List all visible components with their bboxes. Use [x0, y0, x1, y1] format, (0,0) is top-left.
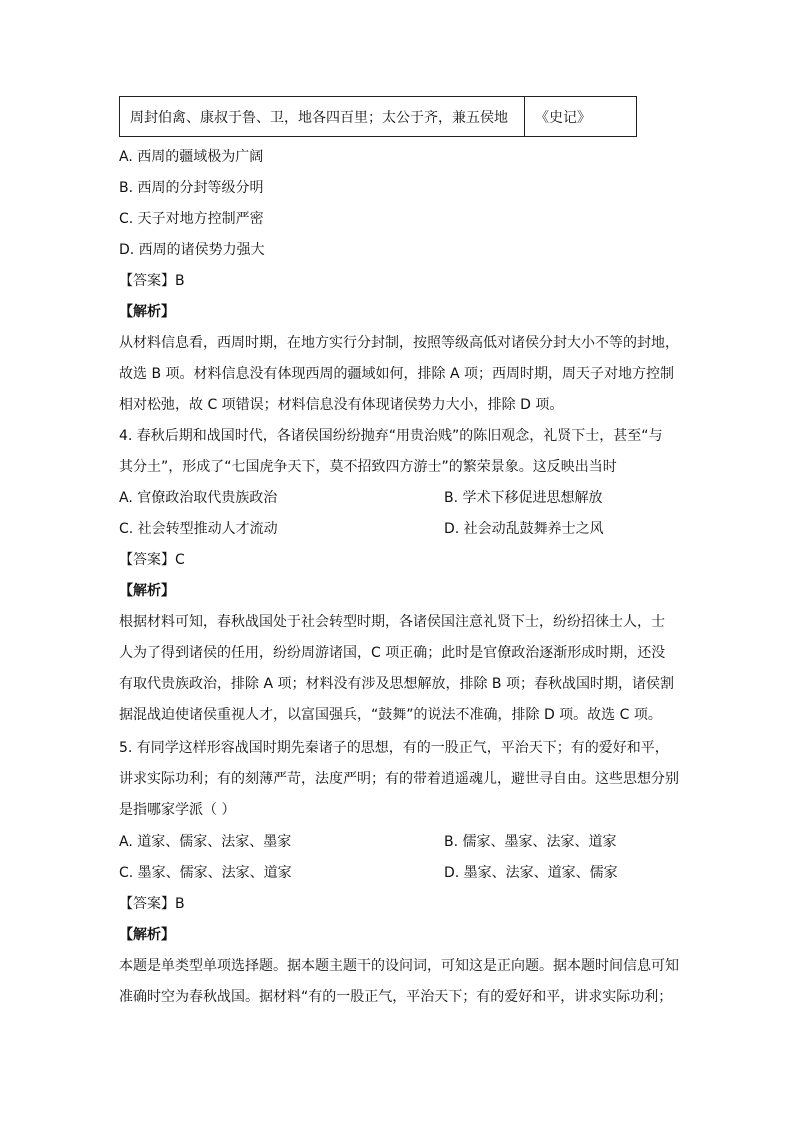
q3-analysis-line: 故选 B 项。材料信息没有体现西周的疆域如何，排除 A 项；西周时期，周天子对地方控制 [119, 366, 674, 382]
q4-option-b: B. 学术下移促进思想解放 [444, 490, 603, 506]
q5-option-a: A. 道家、儒家、法家、墨家 [119, 834, 292, 850]
q4-option-d: D. 社会动乱鼓舞养士之风 [444, 521, 604, 537]
material-text: 周封伯禽、康叔于鲁、卫，地各四百里；太公于齐，兼五侯地 [120, 97, 525, 136]
q4-option-a: A. 官僚政治取代贵族政治 [119, 490, 278, 506]
q3-analysis-line: 从材料信息看，西周时期，在地方实行分封制，按照等级高低对诸侯分封大小不等的封地， [119, 335, 679, 351]
q3-option-d: D. 西周的诸侯势力强大 [119, 242, 265, 258]
q5-stem-line: 讲求实际功利；有的刻薄严苛，法度严明；有的带着逍遥魂儿，避世寻自由。这些思想分别 [119, 771, 679, 787]
q5-stem-line: 是指哪家学派（ ） [119, 802, 236, 818]
q3-option-a: A. 西周的疆域极为广阔 [119, 149, 264, 165]
q3-option-c: C. 天子对地方控制严密 [119, 211, 264, 227]
material-source: 《史记》 [535, 109, 591, 126]
q4-analysis-line: 据混战迫使诸侯重视人才，以富国强兵，“鼓舞”的说法不准确，排除 D 项。故选 C 项。 [119, 707, 662, 723]
q5-analysis-line: 准确时空为春秋战国。据材料“有的一股正气，平治天下；有的爱好和平，讲求实际功利； [119, 989, 673, 1005]
q3-analysis-label: 【解析】 [119, 304, 175, 320]
q5-option-d: D. 墨家、法家、道家、儒家 [444, 865, 618, 881]
q5-stem-line: 5. 有同学这样形容战国时期先秦诸子的思想，有的一股正气，平治天下；有的爱好和平， [119, 740, 669, 756]
q5-analysis-label: 【解析】 [119, 927, 175, 943]
q4-stem-line: 4. 春秋后期和战国时代，各诸侯国纷纷抛弃“用贵治贱”的陈旧观念，礼贤下士，甚至“与 [119, 428, 663, 444]
q5-option-b: B. 儒家、墨家、法家、道家 [444, 834, 617, 850]
q4-analysis-label: 【解析】 [119, 583, 175, 599]
q4-analysis-line: 人为了得到诸侯的任用，纷纷周游诸国，C 项正确；此时是官僚政治逐渐形成时期，还没 [119, 645, 666, 661]
q4-analysis-line: 根据材料可知，春秋战国处于社会转型时期，各诸侯国注意礼贤下士，纷纷招徕士人，士 [119, 614, 665, 630]
q3-option-b: B. 西周的分封等级分明 [119, 180, 264, 196]
q5-answer: 【答案】B [119, 896, 185, 912]
q3-answer: 【答案】B [119, 273, 185, 289]
q5-option-c: C. 墨家、儒家、法家、道家 [119, 865, 292, 881]
q4-answer: 【答案】C [119, 552, 185, 568]
q5-analysis-line: 本题是单类型单项选择题。据本题主题干的设问词，可知这是正向题。据本题时间信息可知 [119, 958, 679, 974]
q3-analysis-line: 相对松弛，故 C 项错误；材料信息没有体现诸侯势力大小，排除 D 项。 [119, 397, 564, 413]
q4-option-c: C. 社会转型推动人才流动 [119, 521, 278, 537]
material-table [119, 96, 637, 137]
q4-analysis-line: 有取代贵族政治，排除 A 项；材料没有涉及思想解放，排除 B 项；春秋战国时期，诸侯割 [119, 676, 674, 692]
q4-stem-line: 其分土”，形成了“七国虎争天下，莫不招致四方游士”的繁荣景象。这反映出当时 [119, 459, 617, 475]
